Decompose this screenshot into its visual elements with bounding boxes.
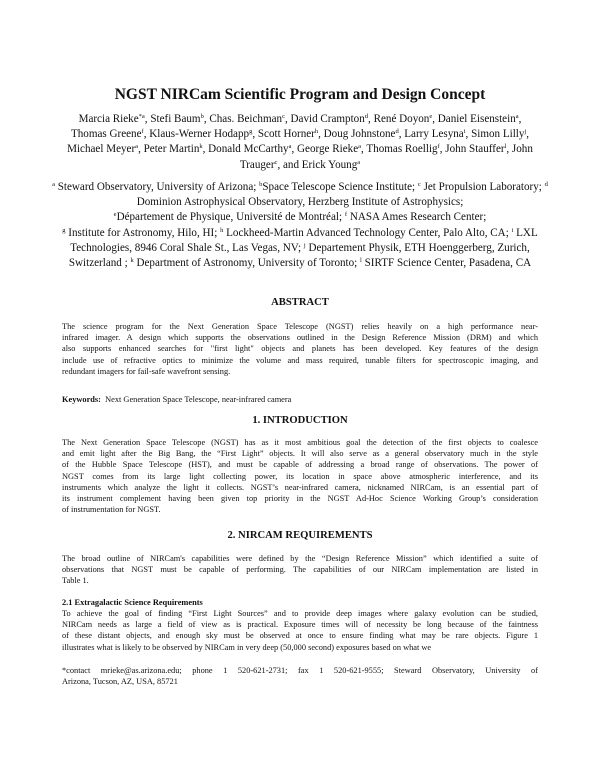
text-line: The Next Generation Space Telescope (NGST) has as it most ambitious goal the detection of the first objects to coalesce: [62, 438, 538, 447]
text-line: NIRCam needs as large a field of view as is practical. Exposure times will of necessity be long because of the faintness: [62, 620, 538, 630]
text-line: To achieve the goal of finding “First Light Sources” and to provide deep images where galaxy evolution can be studied,: [62, 609, 538, 618]
text-line: The science program for the Next Generation Space Telescope (NGST) relies heavily on a high performance near-: [62, 322, 538, 331]
author-list: Marcia Rieke$^{*a}$, Stefi Baum$^b$, Chas. Beichman$^c$, David Crampton$^d$, René Doyon$^e$, Daniel Eisenstein$^a$, Thomas Greene$^f$, Klaus-Werner Hodapp$^g$, Scott Horner$^h$, Doug Johnstone$^d$, Larry Lesyna$^i$, Simon Lilly$^j$, Michael Meyer$^a$, Peter Martin$^k$, Donald McCarthy$^a$, George Rieke$^a$, Thomas Roellig$^f$, John Stauffer$^l$, John Trauger$^c$, and Erick Young$^a$: [67, 113, 533, 171]
text-line: *contact mrieke@as.arizona.edu; phone 1 520-621-2731; fax 1 520-621-9555; Steward Observatory, University of: [62, 666, 538, 675]
abstract-text: [62, 321, 538, 377]
author: George Rieke$^a$: [297, 143, 362, 156]
author: Stefi Baum$^b$: [150, 113, 204, 125]
text-line: include use of refractive optics to minimize the volume and mass required, tunable filters for spectroscopic imaging, and: [62, 355, 538, 365]
author: Simon Lilly$^j$: [471, 128, 527, 141]
text-line: instruments which analyze the light it collects. NGST’s near-infrared camera, nicknamed NIRCam, is an essential part of: [62, 482, 538, 492]
requirements-text: [62, 553, 538, 587]
author: Larry Lesyna$^i$: [404, 128, 466, 141]
text-line: observations that NGST must be capable of performing. The capabilities of our NIRCam implementation are listed in: [62, 565, 538, 575]
keywords: [62, 394, 538, 405]
affiliation: $^h$ Lockheed-Martin Advanced Technology Center, Palo Alto, CA;: [220, 226, 509, 239]
extragalactic-text: [62, 608, 538, 653]
author: John Stauffer$^l$: [445, 143, 507, 156]
author: René Doyon$^e$: [373, 113, 433, 125]
abstract-heading: ABSTRACT: [271, 297, 329, 308]
contact-footnote: [62, 665, 538, 687]
text-line: of the Hubble Space Telescope (HST), and must be capable of addressing a broad range of observations. The power of: [62, 460, 538, 470]
affiliation: $^f$ NASA Ames Research Center;: [344, 211, 487, 224]
author: Scott Horner$^h$: [257, 128, 319, 141]
text-line: redundant imagers for fail-safe wavefront sensing.: [62, 366, 231, 376]
introduction-text: [62, 437, 538, 515]
text-line: its instrument complement having been given top priority in the NGST Ad-Hoc Science Working Group’s consideration: [62, 494, 538, 504]
section-heading: 2. NIRCAM REQUIREMENTS: [227, 530, 373, 541]
text-line: and emit light after the Big Bang, the “First Light” objects. It will also serve as a general observatory much in the style: [62, 449, 538, 459]
text-line: also supports enhanced searches for "first light" objects and planets has been developed. Key features of the design: [62, 344, 538, 354]
affiliation: $^l$ SIRTF Science Center, Pasadena, CA: [360, 257, 532, 270]
affiliation: $^g$ Institute for Astronomy, Hilo, HI;: [62, 226, 218, 239]
author: Doug Johnstone$^d$: [323, 128, 399, 141]
author: Thomas Roellig$^f$: [366, 143, 440, 156]
paper-title: NGST NIRCam Scientific Program and Design Concept: [114, 86, 486, 103]
author: Michael Meyer$^a$: [67, 143, 139, 156]
author: John Trauger$^c$: [239, 143, 533, 171]
text-line: of instrumentation for NGST.: [62, 505, 161, 515]
affiliation: $^d$ Dominion Astrophysical Observatory, Herzberg Institute of Astrophysics;: [136, 181, 548, 209]
author: David Crampton$^d$: [290, 113, 369, 125]
affiliation: $^a$ Steward Observatory, University of Arizona;: [52, 181, 257, 193]
affiliation: $^j$ Departement Physik, ETH Hoenggerberg, Zurich, Switzerland ;: [68, 241, 530, 270]
author: Donald McCarthy$^a$: [208, 143, 292, 156]
text-line: Arizona, Tucson, AZ, USA, 85721: [62, 677, 178, 687]
affiliation: $^k$ Department of Astronomy, University of Toronto;: [130, 257, 358, 270]
affiliation-list: [50, 180, 550, 271]
text-line: NGST comes from its large light collecting power, its location in space above atmospheric interference, and its: [62, 471, 538, 481]
affiliation: $^b$Space Telescope Science Institute;: [259, 181, 416, 193]
keywords-text: Next Generation Space Telescope, near-infrared camera: [105, 395, 292, 404]
author: Marcia Rieke$^{*a}$: [78, 113, 145, 125]
author: Daniel Eisenstein$^a$: [437, 113, 519, 125]
text-line: The broad outline of NIRCam's capabilities were defined by the “Design Reference Mission” which identified a suite of: [62, 554, 538, 563]
author: Klaus-Werner Hodapp$^g$: [149, 128, 253, 141]
affiliation: $^c$ Jet Propulsion Laboratory;: [417, 181, 542, 193]
affiliation: $^e$Département de Physique, Université de Montréal;: [113, 211, 343, 224]
text-line: Table 1.: [62, 576, 89, 586]
affiliation: $^i$ LXL Technologies, 8946 Coral Shale St., Las Vegas, NV;: [70, 226, 538, 254]
subsection-heading: 2.1 Extragalactic Science Requirements: [62, 598, 203, 607]
keywords-label: Keywords:: [62, 395, 101, 404]
section-heading: 1. INTRODUCTION: [252, 415, 348, 426]
author: Chas. Beichman$^c$: [209, 113, 285, 125]
text-line: infrared imager. A design which supports the observations outlined in the Design Reference Mission (DRM) and which: [62, 333, 538, 343]
author: Erick Young$^a$: [301, 158, 361, 171]
text-line: illustrates what is likely to be observed by NIRCam in very deep (50,000 second) exposures based on what we: [62, 642, 432, 652]
text-line: of these distant objects, and enough sky must be observed at once to ensure finding what may be rare objects. Figure 1: [62, 631, 538, 641]
author: Peter Martin$^k$: [143, 143, 203, 156]
author: Thomas Greene$^f$: [70, 128, 144, 141]
